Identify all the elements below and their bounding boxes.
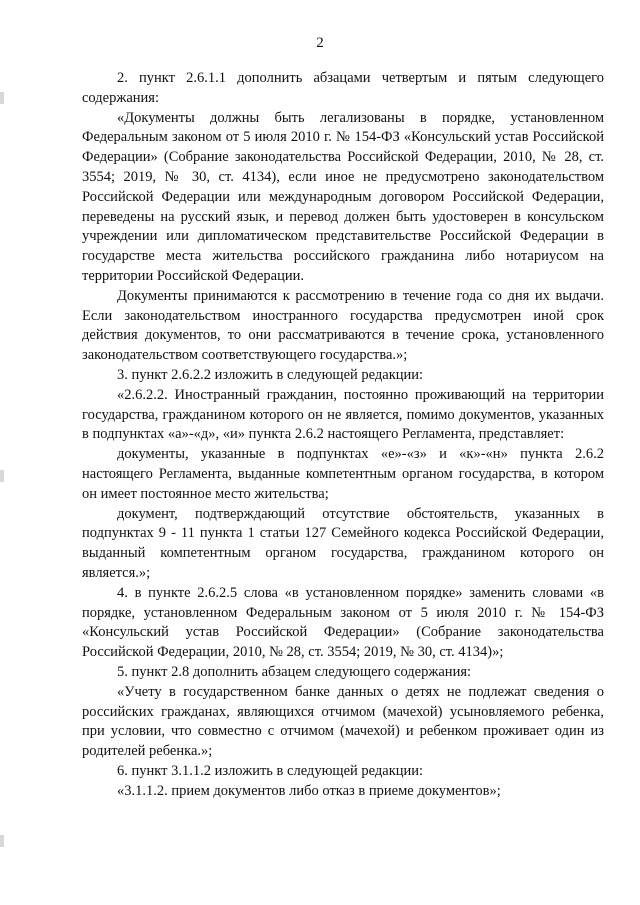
paragraph: 3. пункт 2.6.2.2 изложить в следующей редакции: (117, 366, 424, 383)
paragraph: «3.1.1.2. прием документов либо отказ в приеме документов»; (117, 782, 501, 799)
paragraph: документ, подтверждающий отсутствие обстоятельств, указанных в подпунктах 9 - 11 пункта 1 статьи 127 Семейного кодекса Российской Федерации, выданный компетентным органом государства, гражданином которого он является.»; (82, 505, 604, 581)
paragraph: 6. пункт 3.1.1.2 изложить в следующей редакции: (117, 762, 424, 779)
scan-margin-mark (0, 92, 4, 104)
paragraph: 5. пункт 2.8 дополнить абзацем следующего содержания: (117, 663, 472, 680)
paragraph: «Учету в государственном банке данных о детях не подлежат сведения о российских гражданах, являющихся отчимом (мачехой) усыновляемого ребенка, при условии, что совместно с отчимом (мачехой) и ребенком проживает один из родителей ребенка.»; (82, 683, 604, 760)
paragraph: Документы принимаются к рассмотрению в течение года со дня их выдачи. Если законодательством иностранного государства предусмотрен иной срок действия документов, то они рассматриваются в течение срока, установленного законодательством соответствующего государства.»; (82, 287, 604, 364)
scan-margin-mark (0, 470, 4, 482)
paragraph: «2.6.2.2. Иностранный гражданин, постоянно проживающий на территории государства, гражданином которого он не является, помимо документов, указанных в подпунктах «а»-«д», «и» пункта 2.6.2 настоящего Регламента, представляет: (82, 386, 604, 443)
paragraph: «Документы должны быть легализованы в порядке, установленном Федеральным законом от 5 июля 2010 г. № 154-ФЗ «Консульский устав Российской Федерации» (Собрание законодательства Российской Федерации, 2010, № 28, ст. 3554; 2019, № 30, ст. 4134), если иное не предусмотрено законодательством Российской Федерации или международным договором Российской Федерации, переведены на русский язык, и перевод должен быть удостоверен в консульском учреждении или дипломатическом представительстве Российской Федерации в государстве места жительства российского гражданина либо нотариусом на территории Российской Федерации. (82, 109, 604, 284)
page-number: 2 (316, 35, 324, 51)
paragraph: документы, указанные в подпунктах «е»-«з» и «к»-«н» пункта 2.6.2 настоящего Регламента, выданные компетентным органом государства, в котором он имеет постоянное место жительства; (82, 446, 604, 502)
paragraph: 2. пункт 2.6.1.1 дополнить абзацами четвертым и пятым следующего содержания: (82, 70, 604, 106)
scan-margin-mark (0, 835, 4, 847)
document-body (82, 69, 604, 801)
paragraph: 4. в пункте 2.6.2.5 слова «в установленном порядке» заменить словами «в порядке, установленном Федеральным законом от 5 июля 2010 г. № 154-ФЗ «Консульский устав Российской Федерации» (Собрание законодательства Российской Федерации, 2010, № 28, ст. 3554; 2019, № 30, ст. 4134)»; (82, 584, 604, 661)
